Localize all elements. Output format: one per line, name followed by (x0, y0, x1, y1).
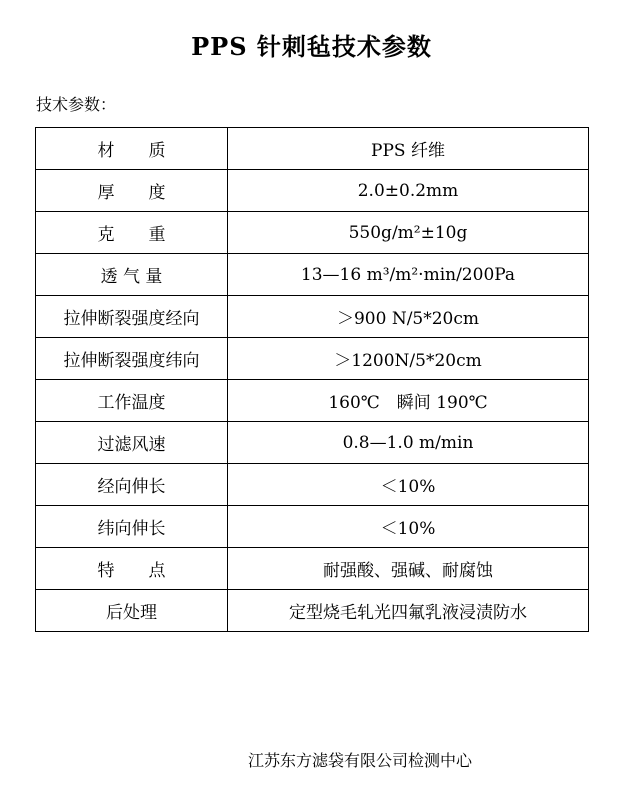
table-row (36, 506, 589, 548)
table-row (36, 380, 589, 422)
table-row (36, 128, 589, 170)
parameter-value: 160℃ 瞬间 190℃ (228, 380, 589, 422)
parameter-name: 拉伸断裂强度经向 (36, 296, 228, 338)
parameter-value: ＜10% (228, 506, 589, 548)
table-row (36, 212, 589, 254)
footer-organization: 江苏东方滤袋有限公司检测中心 (248, 751, 473, 770)
table-row (36, 422, 589, 464)
parameter-value: ＜10% (228, 464, 589, 506)
parameter-value: 2.0±0.2mm (228, 170, 589, 212)
parameter-name: 经向伸长 (36, 464, 228, 506)
parameter-name: 透 气 量 (36, 254, 228, 296)
parameters-table (35, 127, 589, 632)
table-row (36, 296, 589, 338)
parameter-value: ＞1200N/5*20cm (228, 338, 589, 380)
parameter-name: 纬向伸长 (36, 506, 228, 548)
section-label: 技术参数： (36, 95, 117, 114)
table-row (36, 548, 589, 590)
parameter-name: 材 质 (36, 128, 228, 170)
table-row (36, 170, 589, 212)
parameter-name: 工作温度 (36, 380, 228, 422)
table-row (36, 338, 589, 380)
parameter-value: 耐强酸、强碱、耐腐蚀 (228, 548, 589, 590)
parameter-name: 特 点 (36, 548, 228, 590)
parameter-name: 过滤风速 (36, 422, 228, 464)
parameter-name: 拉伸断裂强度纬向 (36, 338, 228, 380)
document-title: PPS 针刺毡技术参数 (191, 32, 432, 61)
parameter-value: 0.8—1.0 m/min (228, 422, 589, 464)
parameter-value: 550g/m²±10g (228, 212, 589, 254)
parameter-value: PPS 纤维 (228, 128, 589, 170)
table-row (36, 590, 589, 632)
table-row (36, 254, 589, 296)
parameter-value: ＞900 N/5*20cm (228, 296, 589, 338)
table-row (36, 464, 589, 506)
parameter-name: 后处理 (36, 590, 228, 632)
parameter-value: 13—16 m³/m²·min/200Pa (228, 254, 589, 296)
parameter-name: 厚 度 (36, 170, 228, 212)
parameter-name: 克 重 (36, 212, 228, 254)
parameter-value: 定型烧毛轧光四氟乳液浸渍防水 (228, 590, 589, 632)
